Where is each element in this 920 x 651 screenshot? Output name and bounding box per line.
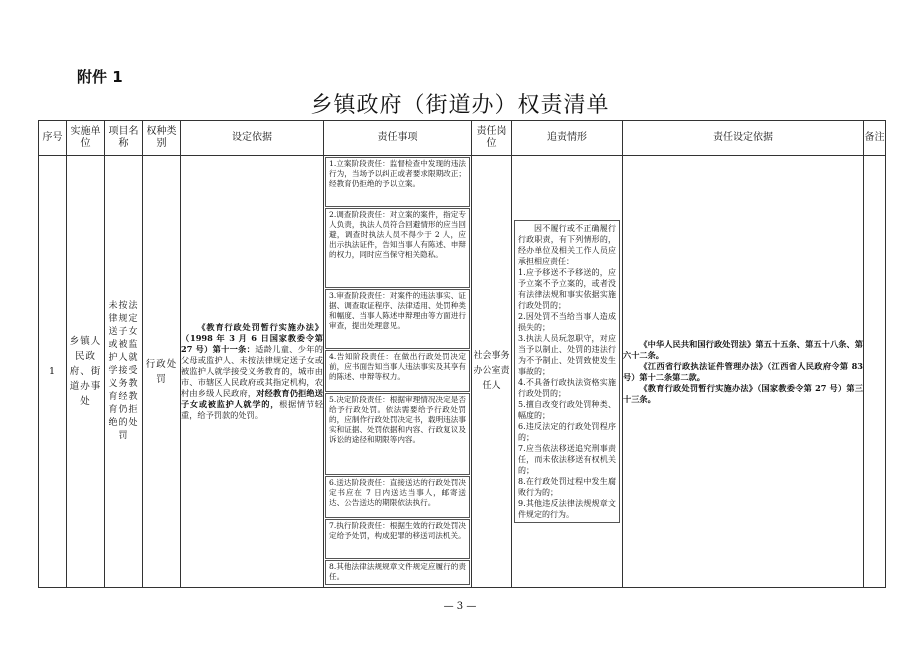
liability-item: 8.在行政处罚过程中发生腐败行为的； [518, 477, 616, 497]
page-number: — 3 — [443, 601, 477, 612]
cell-tasks [324, 156, 472, 588]
liability-basis-item: 《江西省行政执法证件管理办法》（江西省人民政府令第 83 号）第十二条第二款。 [623, 360, 863, 382]
basis-text-2: 根据情节轻重，给予罚款的处罚。 [181, 399, 323, 420]
liability-basis-item: 《中华人民共和国行政处罚法》第五十五条、第五十八条、第六十二条。 [623, 338, 863, 360]
task-item: 8.其他法律法规规章文件规定应履行的责任。 [325, 560, 470, 585]
liability-item: 6.违反法定的行政处罚程序的； [518, 422, 616, 442]
task-item: 6.送达阶段责任：直接送达的行政处罚决定书应在 7 日内送达当事人，邮寄送达、公告送达的期限依法执行。 [325, 476, 470, 518]
basis-bold-2: 对经教育仍拒绝送子女或被监护人就学的， [181, 388, 323, 409]
task-item: 4.告知阶段责任：在做出行政处罚决定前，应书面告知当事人违法事实及其享有的陈述、申辩等权力。 [325, 350, 470, 392]
cell-post: 社会事务办公室责任人 [472, 156, 512, 588]
basis-bold-1: 《教育行政处罚暂行实施办法》（1998 年 3 月 6 日国家教委令第 27 号）第十一条： [181, 322, 323, 354]
liability-item: 9.其他违反法律法规规章文件规定的行为。 [518, 499, 616, 519]
header-liability-basis: 责任设定依据 [623, 121, 864, 156]
responsibility-table [38, 120, 886, 588]
cell-liability [512, 156, 623, 588]
header-tasks: 责任事项 [324, 121, 472, 156]
table-header-row [39, 121, 886, 156]
header-item: 项目名称 [105, 121, 143, 156]
task-item: 5.决定阶段责任：根据审理情况决定是否给予行政处罚。依法需要给予行政处罚的，应制作行政处罚决定书，载明违法事实和证据、处罚依据和内容、行政复议及诉讼的途径和期限等内容。 [325, 393, 470, 475]
cell-seq: 1 [39, 156, 67, 588]
header-basis: 设定依据 [181, 121, 324, 156]
liability-item: 5.擅自改变行政处罚种类、幅度的； [518, 400, 616, 420]
liability-box [514, 220, 620, 523]
liability-intro: 因不履行或不正确履行行政职责，有下列情形的，经办单位及相关工作人员应承担相应责任： [518, 224, 616, 266]
table-row [39, 156, 886, 588]
liability-item: 2.因处罚不当给当事人造成损失的； [518, 312, 616, 332]
cell-type: 行政处罚 [143, 156, 181, 588]
task-item: 1.立案阶段责任：监督检查中发现的违法行为，当场予以纠正或者要求限期改正；经教育仍拒绝的予以立案。 [325, 157, 470, 207]
header-seq: 序号 [39, 121, 67, 156]
header-liability: 追责情形 [512, 121, 623, 156]
cell-note [864, 156, 886, 588]
header-type: 权种类别 [143, 121, 181, 156]
header-unit: 实施单位 [67, 121, 105, 156]
header-post: 责任岗位 [472, 121, 512, 156]
attachment-label: 附件 1 [77, 68, 123, 86]
liability-item: 7.应当依法移送追究刑事责任，而未依法移送有权机关的； [518, 444, 616, 475]
task-item: 7.执行阶段责任：根据生效的行政处罚决定给予处罚，构成犯罪的移送司法机关。 [325, 519, 470, 559]
liability-item: 4.不具备行政执法资格实施行政处罚的； [518, 378, 616, 398]
cell-unit: 乡镇人民政府、街道办事处 [67, 156, 105, 588]
liability-basis-item: 《教育行政处罚暂行实施办法》（国家教委令第 27 号）第三十三条。 [623, 382, 863, 404]
cell-basis [181, 156, 324, 588]
cell-liability-basis [623, 156, 864, 588]
header-note: 备注 [864, 121, 886, 156]
basis-text-1: 适龄儿童、少年的父母或监护人、未按法律规定送子女或被监护人就学接受义务教育的，城市由市、市辖区人民政府或其指定机构，农村由乡级人民政府， [181, 344, 323, 398]
cell-item: 未按法律规定送子女或被监护人就学接受义务教育经教育仍拒绝的处罚 [105, 156, 143, 588]
task-item: 3.审查阶段责任：对案件的违法事实、证据、调查取证程序、法律适用、处罚种类和幅度、当事人陈述申辩理由等方面进行审查，提出处理意见。 [325, 289, 470, 349]
liability-item: 1.应予移送不予移送的，应予立案不予立案的，或者没有法律法规和事实依据实施行政处罚的； [518, 268, 616, 310]
document-title: 乡镇政府（街道办）权责清单 [310, 93, 610, 118]
task-item: 2.调查阶段责任：对立案的案件，指定专人负责，执法人员符合回避情形的应当回避，调查时执法人员不得少于 2 人，应出示执法证件，告知当事人有陈述、申辩的权力，同时应当保守相关隐私。 [325, 208, 470, 288]
liability-item: 3.执法人员玩忽职守，对应当予以制止、处罚的违法行为不予制止、处罚致使发生事故的； [518, 334, 616, 376]
